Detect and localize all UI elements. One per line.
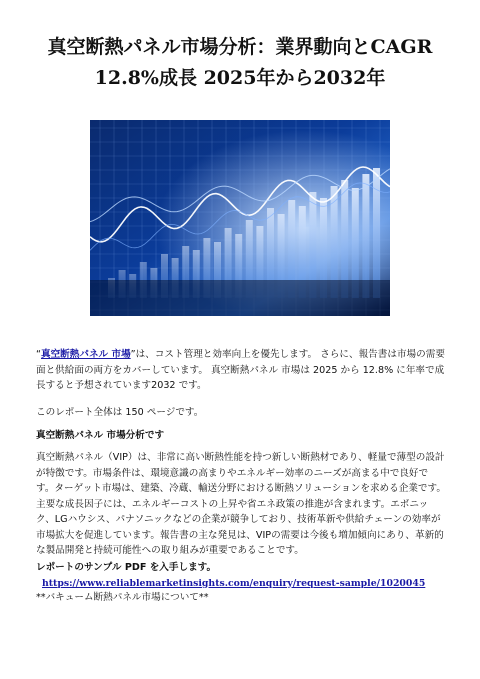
- sample-label: レポートのサンプル PDF を入手します。: [36, 562, 217, 573]
- decor-bar: [373, 168, 380, 298]
- page-title: 真空断熱パネル市場分析：業界動向とCAGR 12.8%成長 2025年から2032年: [47, 36, 433, 89]
- intro-paragraph: [36, 347, 446, 394]
- page-count-text: このレポート全体は 150 ページです。: [36, 407, 204, 418]
- sample-link[interactable]: https://www.reliablemarketinsights.com/enquiry/request-sample/1020045: [42, 577, 426, 589]
- intro-rest: ”は、コスト管理と効率向上を優先します。 さらに、報告書は市場の需要面と供給面の両方をカバーしています。 真空断熱パネル 市場は 2025 から 12.8% に年率で成長すると予想されています2032 です。: [36, 349, 445, 391]
- market-link[interactable]: 真空断熱パネル 市場: [40, 349, 131, 360]
- decor-bar: [362, 174, 369, 298]
- open-quote: “: [36, 349, 41, 360]
- section-heading: 真空断熱パネル 市場分析です: [36, 430, 165, 441]
- sample-cta: [36, 560, 446, 591]
- hero-image: [90, 120, 390, 316]
- section-body: 真空断熱パネル（VIP）は、非常に高い断熱性能を持つ新しい断熱材であり、軽量で薄型の設計が特徴です。市場条件は、環境意識の高まりやエネルギー効率のニーズが高まる中で良好です。ターゲット市場は、建築、冷蔵、輸送分野における断熱ソリューションを求める企業です。主要な成長因子には、エネルギーコストの上昇や省エネ政策の推進が含まれます。エボニック、LGハウシス、パナソニックなどの企業が競争しており、技術革新や供給チェーンの効率が市場拡大を促進しています。報告書の主な発見は、VIPの需要は今後も増加傾向にあり、革新的な製品開発と持続可能性への取り組みが重要であることです。: [36, 452, 446, 556]
- about-heading: **バキューム断熱パネル市場について**: [36, 592, 209, 603]
- finance-chart-illustration: [90, 120, 390, 316]
